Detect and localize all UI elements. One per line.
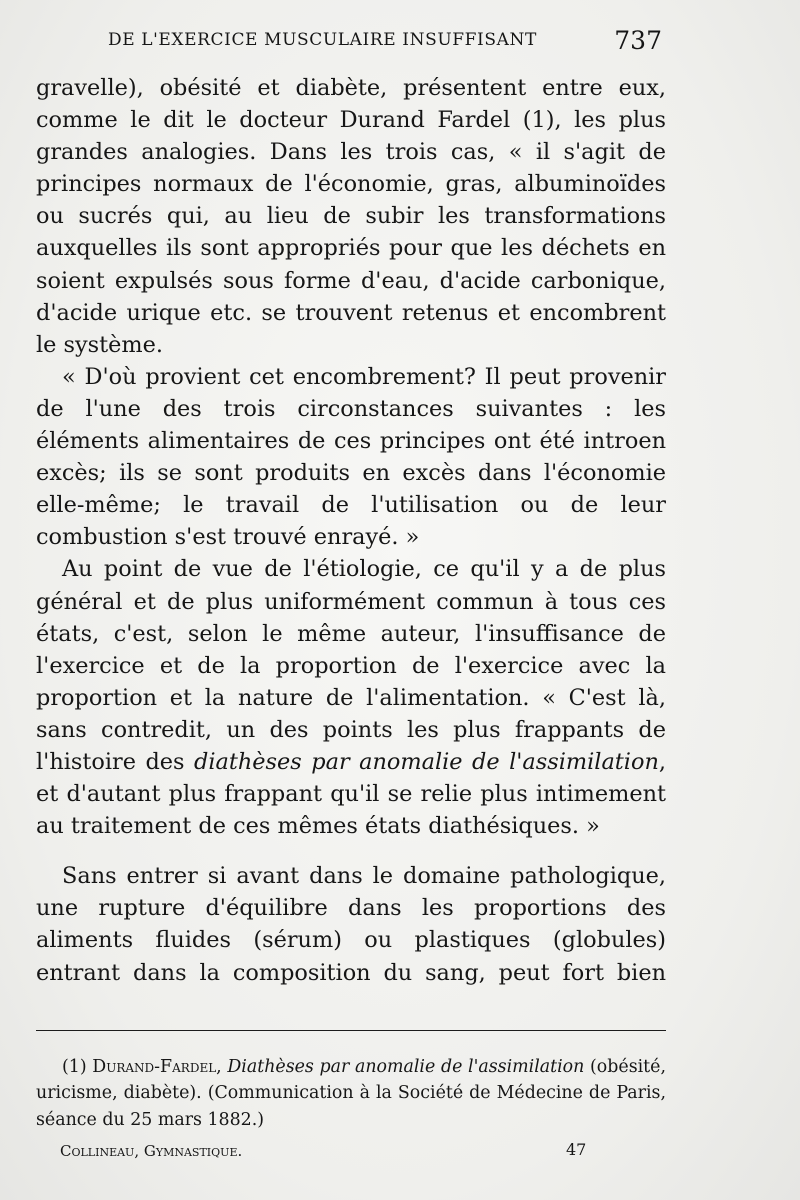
paragraph-3 (36, 553, 666, 842)
signature-mark: Collineau, Gymnastique. (60, 1142, 243, 1160)
paragraph-3-italic-phrase: diathèses par anomalie de l'assimilation (194, 748, 659, 775)
sheet-number: 47 (566, 1140, 587, 1159)
footnote-author: Durand-Fardel, (92, 1057, 222, 1077)
paragraph-4: Sans entrer si avant dans le domaine pathologique, une rupture d'équilibre dans les proportions des aliments fluides (sérum) ou plastiques (globules) entrant dans la composition du sang, peut fort bien (36, 863, 666, 986)
footnote-marker: (1) (62, 1057, 87, 1077)
page-number: 737 (614, 26, 662, 55)
paragraph-3-text-start: Au point de vue de l'étiologie, ce qu'il y a de plus général et de plus uniformément commun à tous ces états, c'est, selon le même auteur, l'insuffisance de l'exercice et de la proportion de l'exercice avec la proportion et la nature de l'alimentation. « C'est là, sans contredit, un des points les plus frappants de l'histoire des (36, 556, 666, 775)
paragraph-2: « D'où provient cet encombrement? Il peut provenir de l'une des trois circonstances suivantes : les éléments alimentaires de ces principes ont été introen excès; ils se sont produits en excès dans l'économie elle-même; le travail de l'utilisation ou de leur combustion s'est trouvé enrayé. » (36, 363, 666, 551)
footnote-rest: (obésité, uricisme, diabète). (Communication à la Société de Médecine de Paris, séance du 25 mars 1882.) (36, 1057, 666, 1130)
footnote-text (36, 1054, 666, 1133)
running-head: DE L'EXERCICE MUSCULAIRE INSUFFISANT (108, 30, 537, 50)
paragraph-1: gravelle), obésité et diabète, présentent entre eux, comme le dit le docteur Durand Fardel (1), les plus grandes analogies. Dans les trois cas, « il s'agit de principes normaux de l'économie, gras, albuminoïdes ou sucrés qui, au lieu de subir les transformations auxquelles ils sont appropriés pour que les déchets en soient expulsés sous forme d'eau, d'acide carbonique, d'acide urique etc. se trouvent retenus et encombrent le système. (36, 75, 666, 358)
main-text (36, 72, 666, 989)
paragraph-3-text-end: , et d'autant plus frappant qu'il se relie plus intimement au traitement de ces mêmes états diathésiques. » (36, 748, 666, 840)
footnote-title: Diathèses par anomalie de l'assimilation (227, 1057, 585, 1077)
footnote (36, 1054, 666, 1133)
footnote-rule (36, 1030, 666, 1031)
